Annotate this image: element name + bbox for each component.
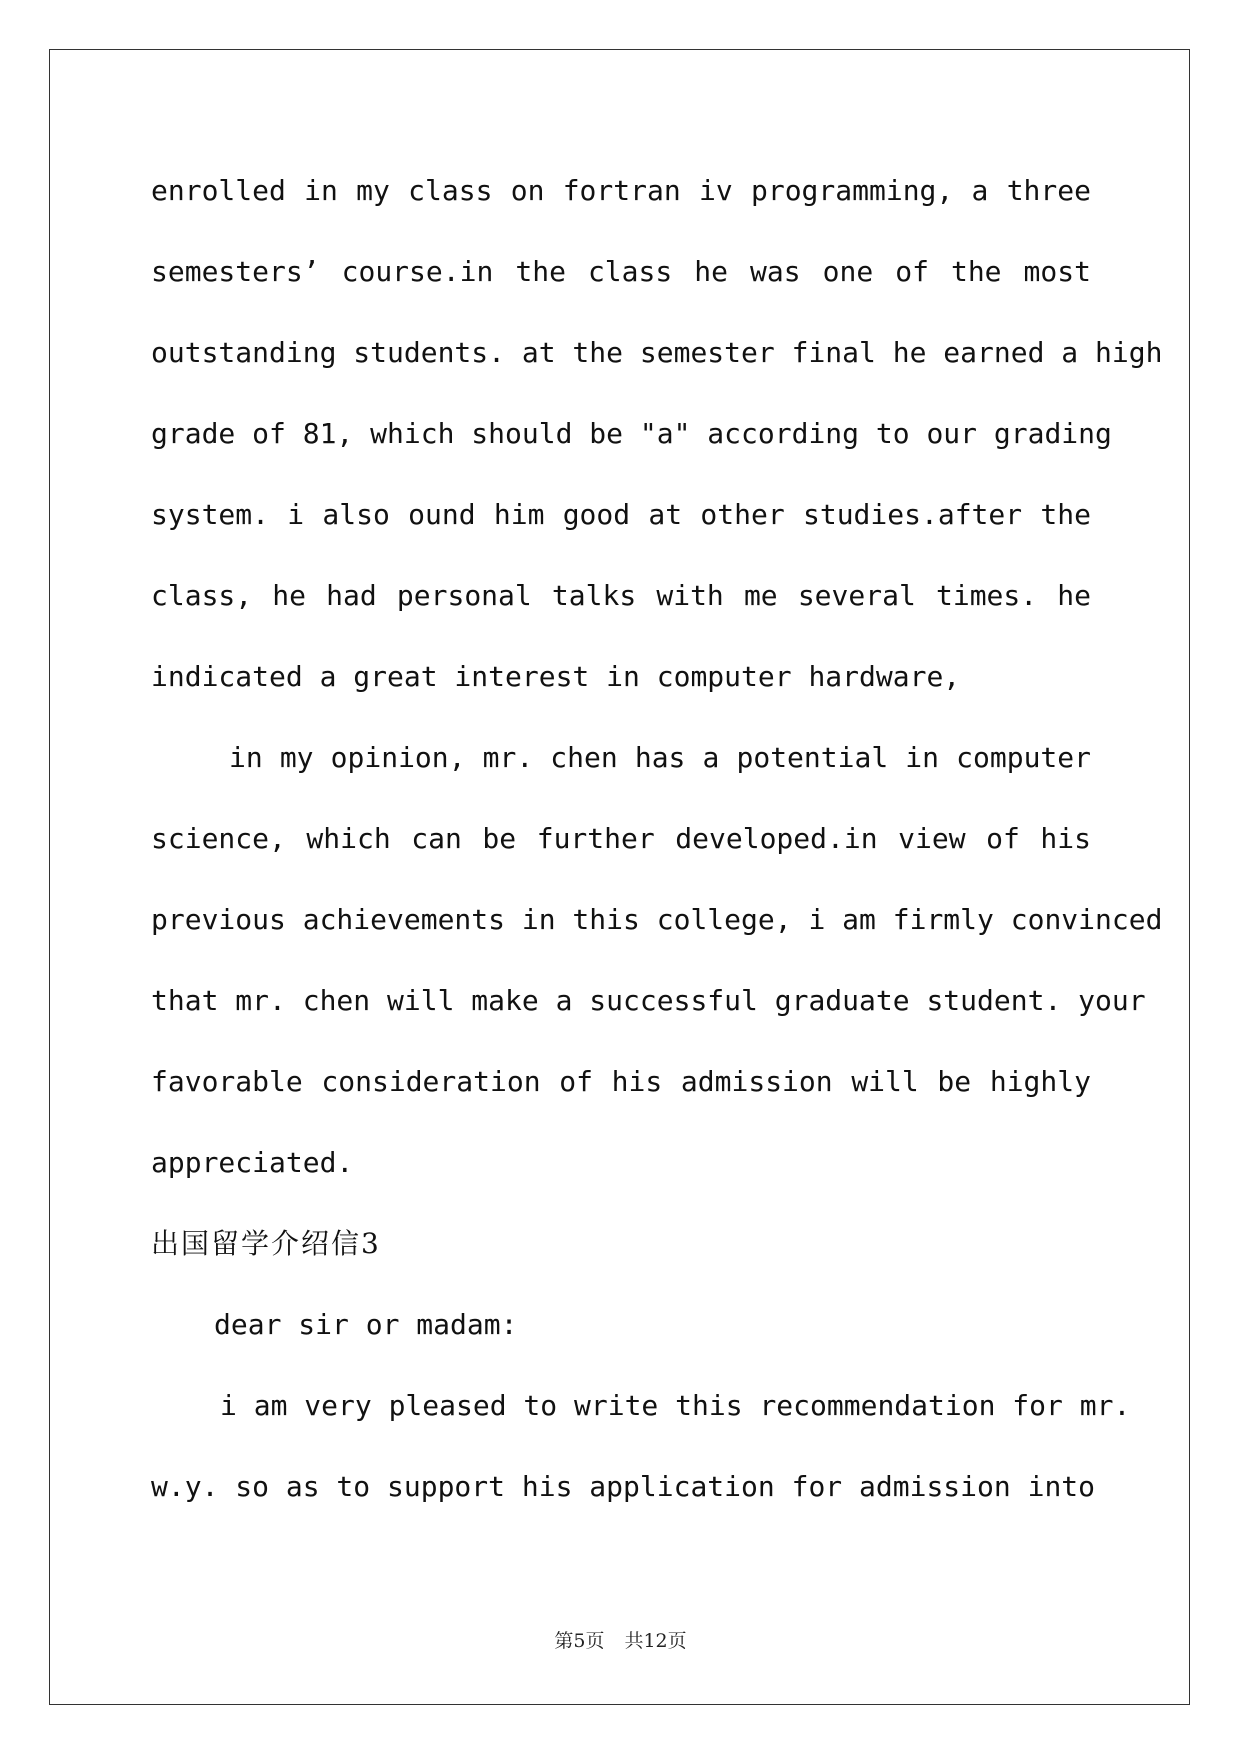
body-line: enrolled in my class on fortran iv programming, a three xyxy=(151,174,1091,207)
body-line: class, he had personal talks with me several times. he xyxy=(151,579,1091,612)
page-number: 第5页 xyxy=(554,1630,605,1652)
body-line: appreciated. xyxy=(151,1146,354,1179)
body-line: w.y. so as to support his application for admission into xyxy=(151,1470,1096,1503)
body-line: semesters’ course.in the class he was one of the most xyxy=(151,255,1091,288)
page-border xyxy=(49,49,1190,1705)
body-line: i am very pleased to write this recommendation for mr. xyxy=(220,1389,1131,1422)
body-line: that mr. chen will make a successful graduate student. your xyxy=(151,984,1146,1017)
body-line: indicated a great interest in computer hardware, xyxy=(151,660,961,693)
body-line: in my opinion, mr. chen has a potential in computer xyxy=(229,741,1091,774)
body-line: previous achievements in this college, i am firmly convinced xyxy=(151,903,1163,936)
body-line: outstanding students. at the semester final he earned a high xyxy=(151,336,1163,369)
body-line: favorable consideration of his admission will be highly xyxy=(151,1065,1091,1098)
salutation: dear sir or madam: xyxy=(214,1308,518,1341)
page-total: 共12页 xyxy=(624,1630,687,1652)
body-line: grade of 81, which should be "a" according to our grading xyxy=(151,417,1112,450)
body-line: system. i also ound him good at other studies.after the xyxy=(151,498,1091,531)
page-footer xyxy=(0,1626,1241,1653)
section-heading: 出国留学介绍信3 xyxy=(151,1227,381,1260)
body-line: science, which can be further developed.in view of his xyxy=(151,822,1091,855)
